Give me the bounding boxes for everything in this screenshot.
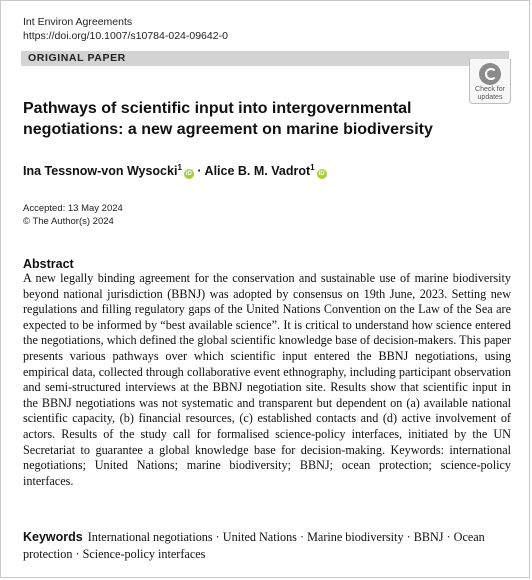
check-for-label: Check for (475, 86, 505, 93)
doi-link[interactable]: https://doi.org/10.1007/s10784-024-09642-0 (23, 30, 228, 42)
article-dates (23, 202, 123, 228)
author-list (23, 163, 327, 179)
author-separator: · (193, 164, 205, 179)
journal-header (23, 15, 228, 43)
author-name[interactable]: Ina Tessnow-von Wysocki (23, 164, 178, 179)
accepted-date: Accepted: 13 May 2024 (23, 203, 123, 214)
check-for-updates-badge[interactable] (469, 59, 511, 104)
keywords-label: Keywords (23, 530, 83, 544)
author-name[interactable]: Alice B. M. Vadrot (204, 164, 311, 179)
update-icon (479, 63, 501, 85)
abstract-text: A new legally binding agreement for the conservation and sustainable use of marine biodiversity beyond national jurisdiction (BBNJ) was adopted by consensus on 19th June, 2023. Setting new regulations and filling regulatory gaps of the United Nations Convention on the Law of the Sea are expected to be informed by “best available science”. It is critical to understand how science entered the negotiations, which defined the global scientific knowledge base of decision-makers. This paper presents various pathways over which scientific input entered the BBNJ negotiations, using empirical data, collected through collaborative event ethnography, including participant observation and semi-structured interviews at the BBNJ negotiation site. Results show that scientific input in the BBNJ negotiations was not systematic and transparent but dependent on (a) available national scientific capacity, (b) financial resources, (c) established contacts and (d) active involvement of actors. Results of the study call for formalised science-policy interfaces, initiated by the UN Secretariat to guarantee a global knowledge base for decision-making. Keywords: international negotiations; United Nations; marine biodiversity; BBNJ; ocean protection; science-policy interfaces. (23, 271, 511, 488)
keywords-section (23, 529, 511, 563)
affiliation-marker: 1 (177, 163, 182, 172)
orcid-icon[interactable]: iD (318, 171, 325, 178)
abstract-heading: Abstract (23, 257, 74, 271)
article-type-band (21, 51, 509, 66)
affiliation-marker: 1 (310, 163, 315, 172)
copyright-notice: © The Author(s) 2024 (23, 216, 114, 227)
paper-title: Pathways of scientific input into intergovernmental negotiations: a new agreement on marine biodiversity (23, 100, 433, 138)
article-type: ORIGINAL PAPER (28, 52, 126, 64)
orcid-icon[interactable]: iD (185, 171, 192, 178)
updates-label: updates (477, 93, 503, 101)
keywords-text: International negotiations · United Nations · Marine biodiversity · BBNJ · Ocean protection · Science-policy interfaces (23, 530, 485, 561)
journal-name: Int Environ Agreements (23, 16, 133, 28)
